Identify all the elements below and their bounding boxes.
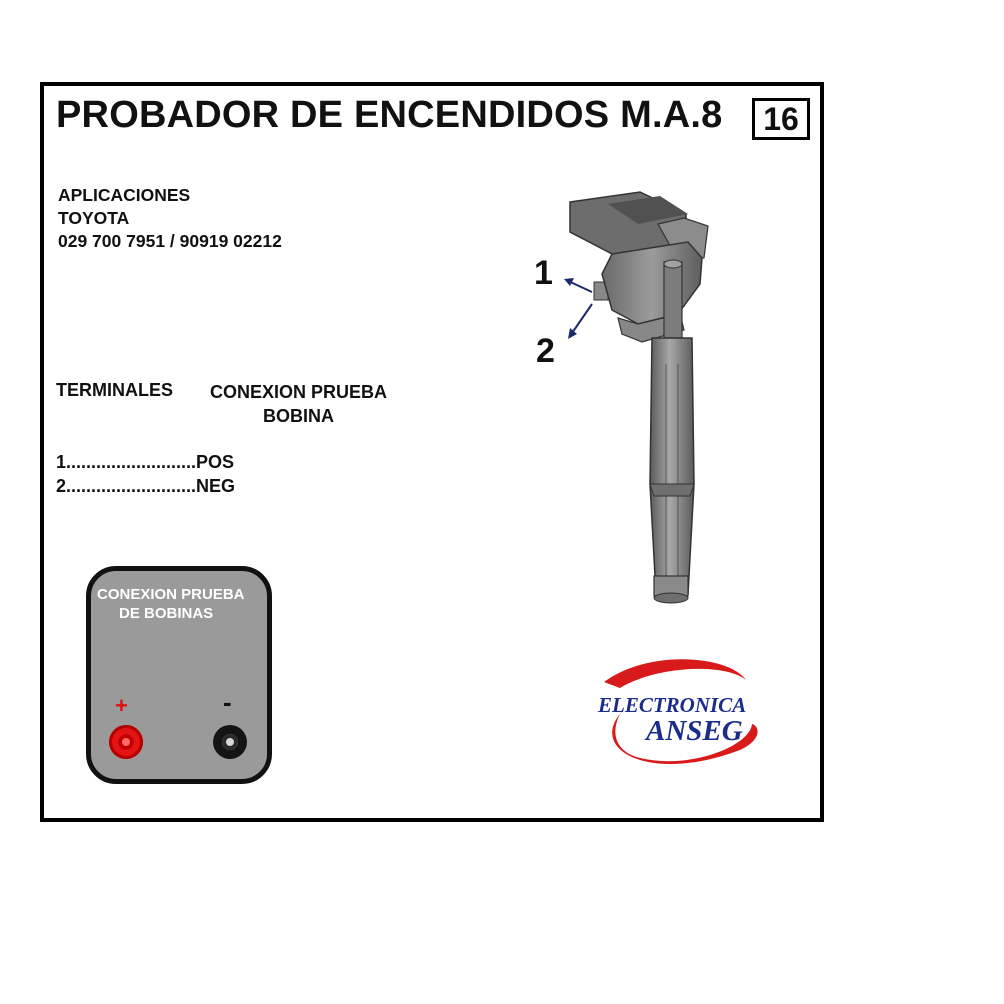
terminal-2-label: 2	[536, 332, 555, 370]
coil-shaft	[650, 338, 694, 594]
test-panel-title-line2: DE BOBINAS	[119, 605, 214, 622]
negative-terminal-jack[interactable]	[213, 725, 247, 759]
applications-label: APLICACIONES	[58, 185, 191, 205]
page-number-badge: 16	[752, 98, 810, 140]
coil-housing	[602, 242, 702, 324]
test-panel-title	[97, 585, 245, 623]
terminal-1-label: 1	[534, 254, 553, 292]
logo-text-electronica: ELECTRONICA	[598, 693, 747, 717]
connection-header-line2: BOBINA	[263, 406, 335, 426]
document-frame	[40, 82, 824, 822]
positive-symbol: +	[115, 693, 128, 718]
negative-symbol: -	[223, 687, 232, 717]
positive-terminal-jack[interactable]	[109, 725, 143, 759]
logo-text-anseg: ANSEG	[646, 715, 743, 747]
ignition-coil-icon	[488, 174, 778, 614]
applications-brand: TOYOTA	[58, 208, 130, 228]
terminal-row: 1..........................POS	[56, 452, 235, 472]
applications-part-numbers: 029 700 7951 / 90919 02212	[58, 231, 282, 251]
terminals-header: TERMINALES	[56, 380, 173, 400]
terminal-row: 2..........................NEG	[56, 476, 236, 496]
applications-block	[58, 184, 282, 253]
test-panel-title-line1: CONEXION PRUEBA	[97, 586, 245, 603]
terminal-list	[56, 450, 235, 498]
electronica-anseg-logo	[580, 654, 770, 784]
coil-test-panel	[86, 566, 272, 784]
connection-header-line1: CONEXION PRUEBA	[210, 382, 388, 402]
connection-header	[210, 380, 387, 428]
logo-swoosh-top	[604, 659, 746, 688]
page-title: PROBADOR DE ENCENDIDOS M.A.8	[56, 94, 723, 136]
